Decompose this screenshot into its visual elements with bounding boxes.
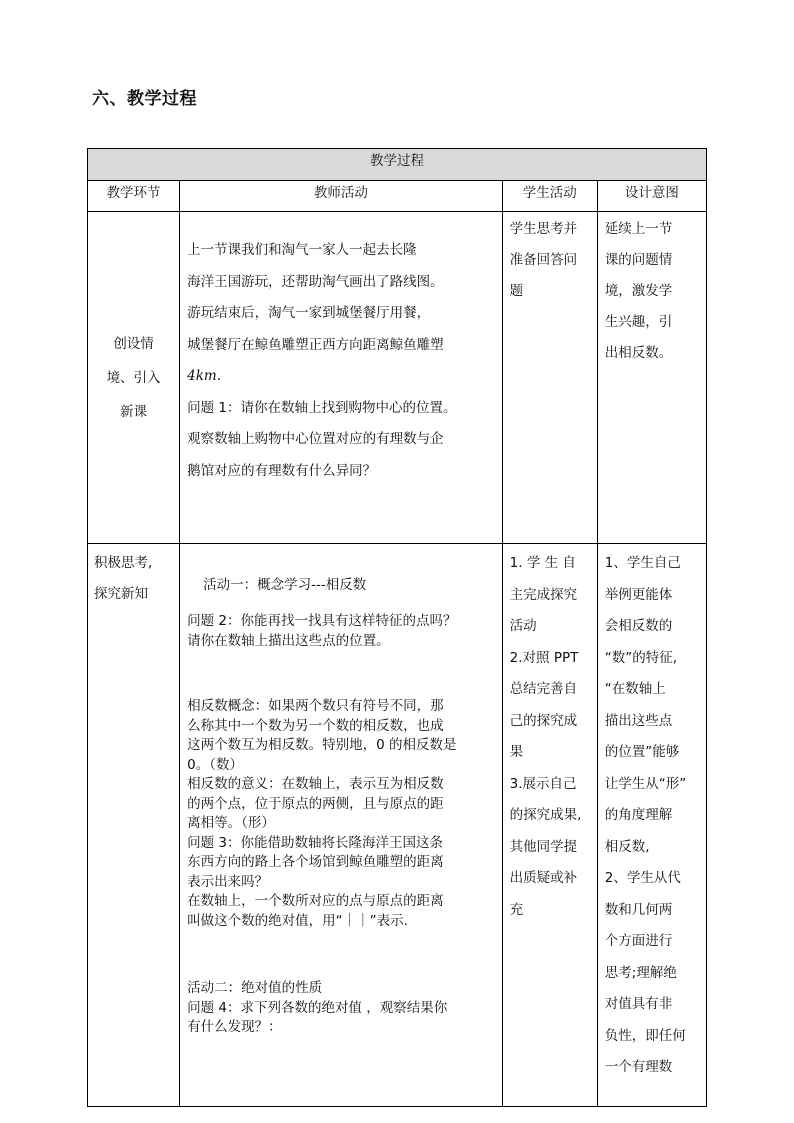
teacher-line: 问题 1：请你在数轴上找到购物中心的位置。	[187, 399, 457, 416]
design-line: 2、学生从代	[604, 870, 681, 886]
design-line: 课的问题情	[604, 252, 673, 268]
teacher-line: 城堡餐厅在鲸鱼雕塑正西方向距离鲸鱼雕塑	[187, 336, 444, 353]
teacher-line: 游玩结束后，淘气一家到城堡餐厅用餐，	[187, 305, 431, 321]
student-activity-cell	[502, 544, 597, 1107]
design-line: 描出这些点	[604, 712, 673, 729]
design-line: 会相反数的	[604, 618, 673, 634]
design-line: “数”的特征,	[604, 649, 678, 666]
stage-cell	[88, 544, 180, 1107]
teacher-line: 海洋王国游玩，还帮助淘气画出了路线图。	[187, 273, 444, 290]
design-line: 思考;理解绝	[604, 964, 677, 981]
stage-line: 探究新知	[94, 586, 148, 602]
design-line: 数和几何两	[604, 901, 673, 918]
design-line: 负性，即任何	[604, 1027, 686, 1044]
student-line: 其他同学提	[509, 838, 578, 855]
teacher-activity-cell	[180, 212, 503, 544]
design-line: 一个有理数	[604, 1059, 673, 1075]
section-heading: 六、教学过程	[92, 89, 197, 109]
student-line: 己的探究成	[509, 712, 578, 729]
teacher-line: 上一节课我们和淘气一家人一起去长隆	[187, 242, 417, 258]
student-line: 2.对照 PPT	[509, 649, 579, 666]
question-two: 问题 2：你能再找一找具有这样特征的点吗？ 请你在数轴上描出这些点的位置。	[187, 613, 457, 649]
student-line: 果	[509, 744, 524, 760]
stage-line: 新课	[120, 403, 148, 420]
stage-line: 积极思考,	[94, 555, 153, 571]
distance-value: 4km.	[187, 368, 222, 384]
design-line: “在数轴上	[604, 681, 666, 697]
stage-line: 创设情	[113, 335, 154, 352]
student-line: 准备回答问	[509, 252, 578, 268]
student-line: 出质疑或补	[509, 870, 578, 886]
teacher-activity-cell	[180, 544, 503, 1107]
design-line: 延续上一节	[604, 221, 673, 237]
header-student-activity: 学生活动	[502, 181, 597, 212]
activity-two-title: 活动二：绝对值的性质	[187, 980, 323, 996]
design-line: 让学生从“形”	[604, 775, 687, 792]
opposite-number-concept: 相反数概念：如果两个数只有符号不同，那 么称其中一个数为另一个数的相反数，也成 这两个数互为相反数。特别地，0 的相反数是 0。（数）	[187, 698, 457, 773]
table-row	[88, 544, 707, 1107]
design-line: 境，激发学	[604, 283, 673, 299]
teaching-process-table	[87, 148, 707, 1107]
student-line: 总结完善自	[509, 681, 578, 697]
design-line: 出相反数。	[604, 345, 673, 361]
student-line: 学生思考并	[509, 221, 578, 237]
teacher-line: 鹅馆对应的有理数有什么异同？	[187, 462, 377, 479]
design-line: 相反数,	[604, 838, 650, 855]
student-line: 1. 学 生 自	[509, 555, 576, 571]
design-line: 1、学生自己	[604, 555, 681, 571]
student-line: 的探究成果,	[509, 807, 582, 823]
student-line: 题	[509, 283, 524, 299]
design-intent-cell	[597, 212, 706, 544]
question-four: 问题 4：求下列各数的绝对值 ，观察结果你 有什么发现？：	[187, 999, 448, 1035]
activity-one-title: 活动一：概念学习---相反数	[203, 577, 367, 593]
student-line: 3.展示自己	[509, 775, 577, 792]
design-intent-cell	[597, 544, 706, 1107]
design-line: 对值具有非	[604, 996, 673, 1012]
header-teacher-activity: 教师活动	[180, 181, 503, 212]
stage-cell	[88, 212, 180, 544]
design-line: 举例更能体	[604, 586, 673, 603]
table-title: 教学过程	[88, 149, 707, 181]
student-line: 主完成探究	[509, 586, 578, 603]
student-line: 充	[509, 901, 524, 918]
absolute-value-definition: 在数轴上，一个数所对应的点与原点的距离 叫做这个数的绝对值，用“｜｜”表示.	[187, 893, 444, 929]
design-line: 的位置”能够	[604, 744, 680, 760]
design-line: 生兴趣，引	[604, 314, 673, 330]
question-three: 问题 3：你能借助数轴将长隆海洋王国这条 东西方向的路上各个场馆到鲸鱼雕塑的距离 表示出来吗？	[187, 834, 444, 890]
student-line: 活动	[509, 618, 537, 634]
stage-line: 境、引入	[106, 369, 161, 386]
design-line: 个方面进行	[604, 933, 673, 949]
header-design-intent: 设计意图	[597, 181, 706, 212]
teacher-line: 观察数轴上购物中心位置对应的有理数与企	[187, 431, 444, 447]
design-line: 的角度理解	[604, 807, 673, 823]
student-activity-cell	[502, 212, 597, 544]
header-stage: 教学环节	[88, 181, 180, 212]
opposite-number-meaning: 相反数的意义：在数轴上，表示互为相反数 的两个点，位于原点的两侧，且与原点的距 离相等。（形）	[187, 776, 444, 831]
table-row	[88, 212, 707, 544]
